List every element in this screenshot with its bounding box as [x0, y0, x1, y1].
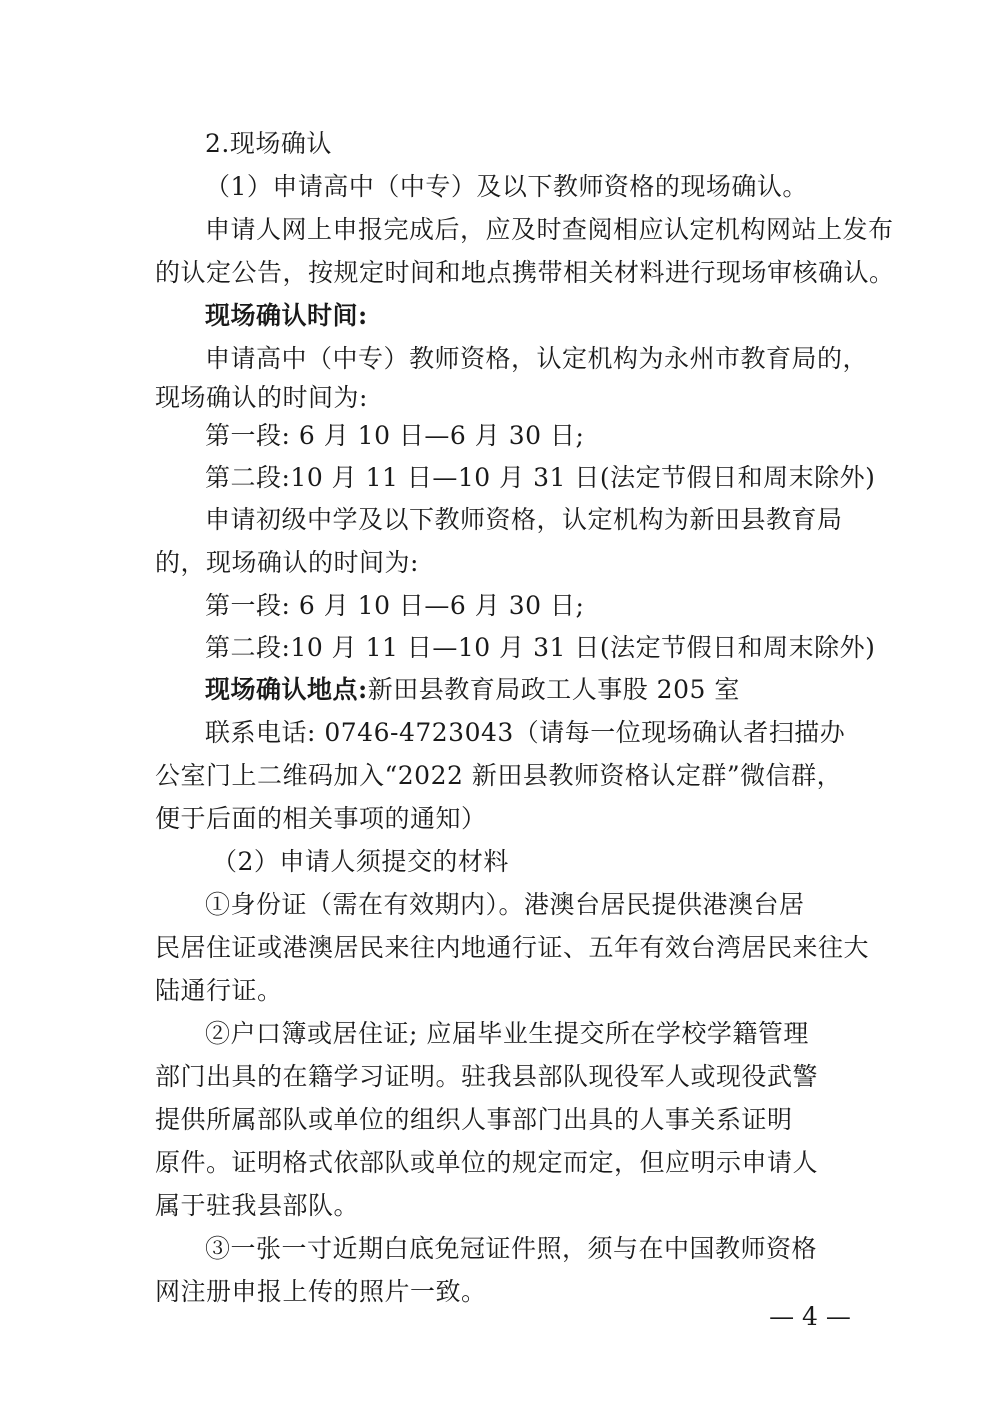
- page-number: — 4 —: [769, 1302, 851, 1331]
- subsection-heading: （2）申请人须提交的材料: [212, 847, 509, 876]
- schedule-line: 第一段: 6 月 10 日—6 月 30 日;: [205, 591, 585, 620]
- paragraph-line: 公室门上二维码加入“2022 新田县教师资格认定群”微信群，: [155, 761, 843, 790]
- schedule-line: 第二段:10 月 11 日—10 月 31 日(法定节假日和周末除外): [205, 463, 876, 492]
- paragraph-line: 申请初级中学及以下教师资格，认定机构为新田县教育局: [205, 505, 843, 534]
- paragraph-line: 网注册申报上传的照片一致。: [155, 1277, 487, 1306]
- paragraph-line: 部门出具的在籍学习证明。驻我县部队现役军人或现役武警: [155, 1062, 819, 1091]
- contact-line: 联系电话: 0746-4723043（请每一位现场确认者扫描办: [205, 718, 846, 747]
- paragraph-line: 现场确认的时间为:: [155, 383, 368, 412]
- schedule-line: 第一段: 6 月 10 日—6 月 30 日;: [205, 421, 585, 450]
- paragraph-line: 申请高中（中专）教师资格，认定机构为永州市教育局的，: [205, 344, 869, 373]
- paragraph-line: ③一张一寸近期白底免冠证件照，须与在中国教师资格: [205, 1234, 818, 1263]
- paragraph-line: 申请人网上申报完成后，应及时查阅相应认定机构网站上发布: [205, 215, 894, 244]
- paragraph-line: 陆通行证。: [155, 976, 283, 1005]
- subsection-heading: （1）申请高中（中专）及以下教师资格的现场确认。: [205, 172, 808, 201]
- section-heading-onsite-confirmation: 2.现场确认: [205, 129, 332, 158]
- paragraph-line: 提供所属部队或单位的组织人事部门出具的人事关系证明: [155, 1105, 793, 1134]
- paragraph-line: 属于驻我县部队。: [155, 1191, 360, 1220]
- paragraph-line: ②户口簿或居住证; 应届毕业生提交所在学校学籍管理: [205, 1019, 809, 1048]
- location-line: [205, 673, 855, 707]
- location-label: 现场确认地点:: [205, 675, 368, 704]
- paragraph-line: 原件。证明格式依部队或单位的规定而定，但应明示申请人: [155, 1148, 819, 1177]
- location-value: 新田县教育局政工人事股 205 室: [367, 675, 740, 704]
- paragraph-line: 民居住证或港澳居民来往内地通行证、五年有效台湾居民来往大: [155, 933, 870, 962]
- paragraph-line: 便于后面的相关事项的通知）: [155, 804, 487, 833]
- paragraph-line: ①身份证（需在有效期内）。港澳台居民提供港澳台居: [205, 890, 805, 919]
- schedule-line: 第二段:10 月 11 日—10 月 31 日(法定节假日和周末除外): [205, 633, 876, 662]
- paragraph-line: 的，现场确认的时间为:: [155, 548, 419, 577]
- paragraph-line: 的认定公告，按规定时间和地点携带相关材料进行现场审核确认。: [155, 258, 895, 287]
- confirmation-time-heading: 现场确认时间:: [205, 301, 368, 330]
